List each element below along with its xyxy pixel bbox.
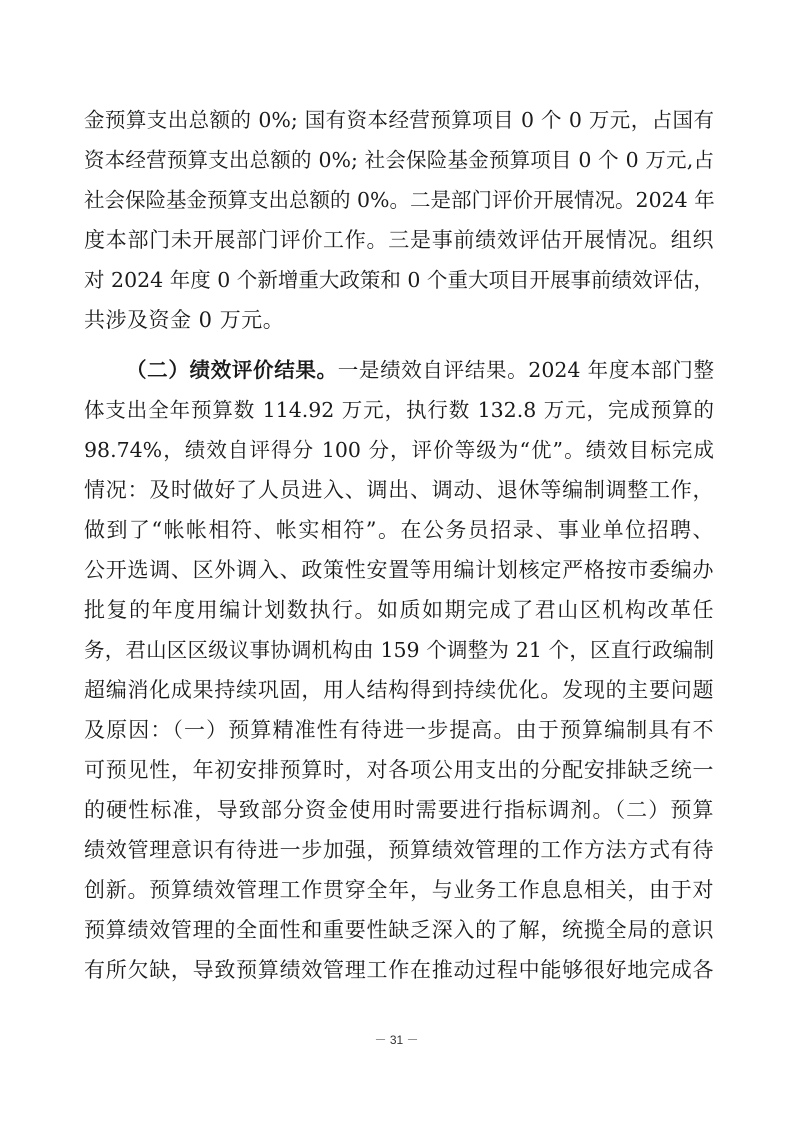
body-text-line: 共涉及资金 0 万元。 <box>84 308 285 332</box>
body-text-line: 度本部门未开展部门评价工作。三是事前绩效评估开展情况。组织 <box>84 228 714 252</box>
body-text-line: 务，君山区区级议事协调机构由 159 个调整为 21 个，区直行政编制 <box>84 638 714 662</box>
body-text-line: 社会保险基金预算支出总额的 0%。二是部门评价开展情况。2024 年 <box>84 188 715 212</box>
body-text-line: 对 2024 年度 0 个新增重大政策和 0 个重大项目开展事前绩效评估， <box>84 268 714 292</box>
body-text-line: 及原因：（一）预算精准性有待进一步提高。由于预算编制具有不 <box>84 718 714 742</box>
body-text-line: 绩效管理意识有待进一步加强，预算绩效管理的工作方法方式有待 <box>84 838 714 862</box>
section-heading: （二）绩效评价结果。 <box>126 358 338 382</box>
body-text-line: 体支出全年预算数 114.92 万元，执行数 132.8 万元，完成预算的 <box>84 398 714 422</box>
body-text-line: 情况：及时做好了人员进入、调出、调动、退休等编制调整工作， <box>84 478 714 502</box>
body-text-span: 一是绩效自评结果。2024 年度本部门整 <box>337 358 715 382</box>
body-text-line: 创新。预算绩效管理工作贯穿全年，与业务工作息息相关，由于对 <box>84 878 714 902</box>
body-text-line: 做到了“帐帐相符、帐实相符”。在公务员招录、事业单位招聘、 <box>84 518 714 542</box>
body-text-line: 预算绩效管理的全面性和重要性缺乏深入的了解，统揽全局的意识 <box>84 918 714 942</box>
body-text-line: 金预算支出总额的 0%; 国有资本经营预算项目 0 个 0 万元，占国有 <box>84 108 714 132</box>
body-text-line: 的硬性标准，导致部分资金使用时需要进行指标调剂。（二）预算 <box>84 798 714 822</box>
body-text-line: 有所欠缺，导致预算绩效管理工作在推动过程中能够很好地完成各 <box>84 958 714 982</box>
page-number: － 31 － <box>374 1033 419 1047</box>
section-first-line <box>126 352 714 388</box>
body-text-line: 资本经营预算支出总额的 0%; 社会保险基金预算项目 0 个 0 万元,占 <box>84 148 714 172</box>
body-text-line: 公开选调、区外调入、政策性安置等用编计划核定严格按市委编办 <box>84 558 714 582</box>
body-text-line: 98.74%，绩效自评得分 100 分，评价等级为“优”。绩效目标完成 <box>84 438 714 462</box>
body-text-line: 可预见性，年初安排预算时，对各项公用支出的分配安排缺乏统一 <box>84 758 714 782</box>
body-text-line: 超编消化成果持续巩固，用人结构得到持续优化。发现的主要问题 <box>84 678 714 702</box>
body-text-line: 批复的年度用编计划数执行。如质如期完成了君山区机构改革任 <box>84 598 714 622</box>
